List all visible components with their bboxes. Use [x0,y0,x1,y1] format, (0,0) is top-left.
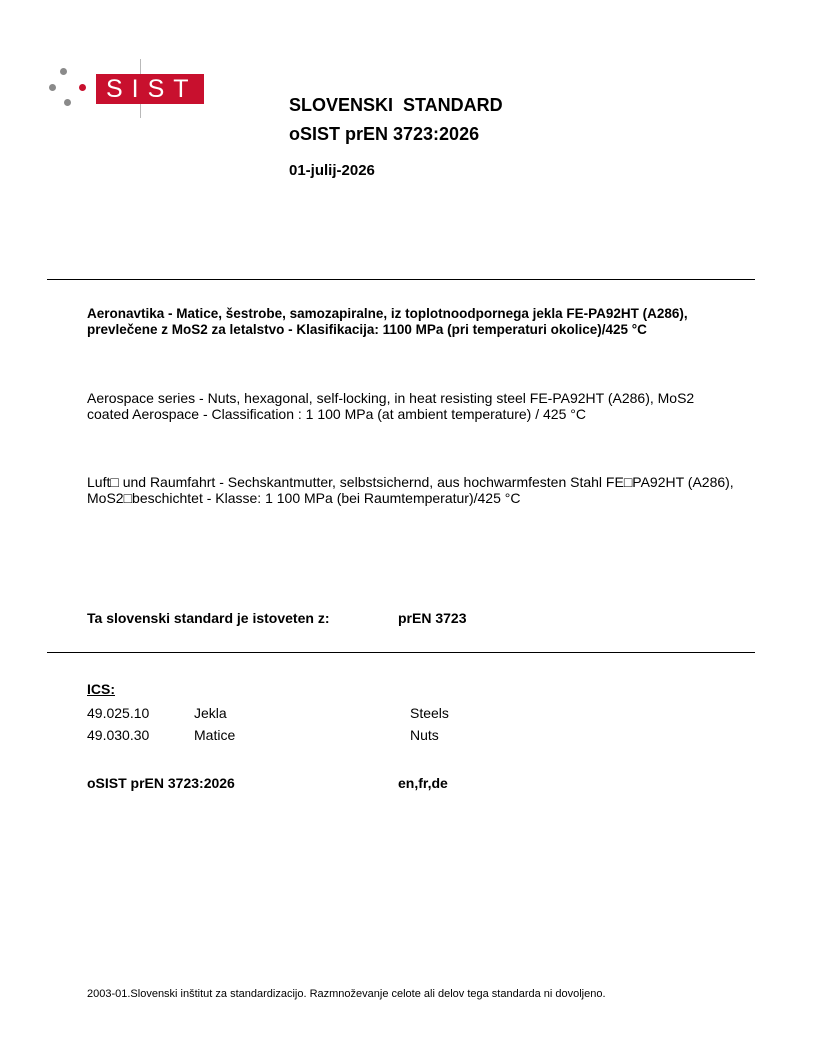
divider-bottom [47,652,755,653]
logo-text: SIST [96,74,204,104]
title-german: Luft□ und Raumfahrt - Sechskantmutter, selbstsichernd, aus hochwarmfesten Stahl FE□PA92HT (A286), MoS2□beschichtet - Klasse: 1 100 MPa (bei Raumtemperatur)/425 °C [87,474,734,506]
ics-english: Steels [410,705,449,721]
copyright-footer: 2003-01.Slovenski inštitut za standardizacijo. Razmnoževanje celote ali delov tega standarda ni dovoljeno. [87,988,606,1000]
title-english: Aerospace series - Nuts, hexagonal, self-locking, in heat resisting steel FE-PA92HT (A286), MoS2 coated Aerospace - Classification : 1 100 MPa (at ambient temperature) / 425 °C [87,390,695,422]
ics-english: Nuts [410,727,439,743]
standard-type: SLOVENSKI STANDARD [289,95,503,115]
ics-heading: ICS: [87,681,115,697]
standard-date: 01-julij-2026 [289,162,375,179]
identical-label: Ta slovenski standard je istoveten z: [87,610,330,626]
ics-slovenian: Matice [194,727,236,743]
standard-code: oSIST prEN 3723:2026 [289,124,480,144]
divider-top [47,279,755,280]
designation-languages: en,fr,de [398,775,448,791]
title-slovenian: Aeronavtika - Matice, šestrobe, samozapiralne, iz toplotnoodpornega jekla FE-PA92HT (A286), prevlečene z MoS2 za letalstvo - Klasifikacija: 1100 MPa (pri temperaturi okolice)/425 °C [87,306,688,337]
identical-value: prEN 3723 [398,610,467,626]
ics-code: 49.025.10 [87,705,150,721]
ics-code: 49.030.30 [87,727,150,743]
designation-code: oSIST prEN 3723:2026 [87,775,235,791]
ics-slovenian: Jekla [194,705,227,721]
